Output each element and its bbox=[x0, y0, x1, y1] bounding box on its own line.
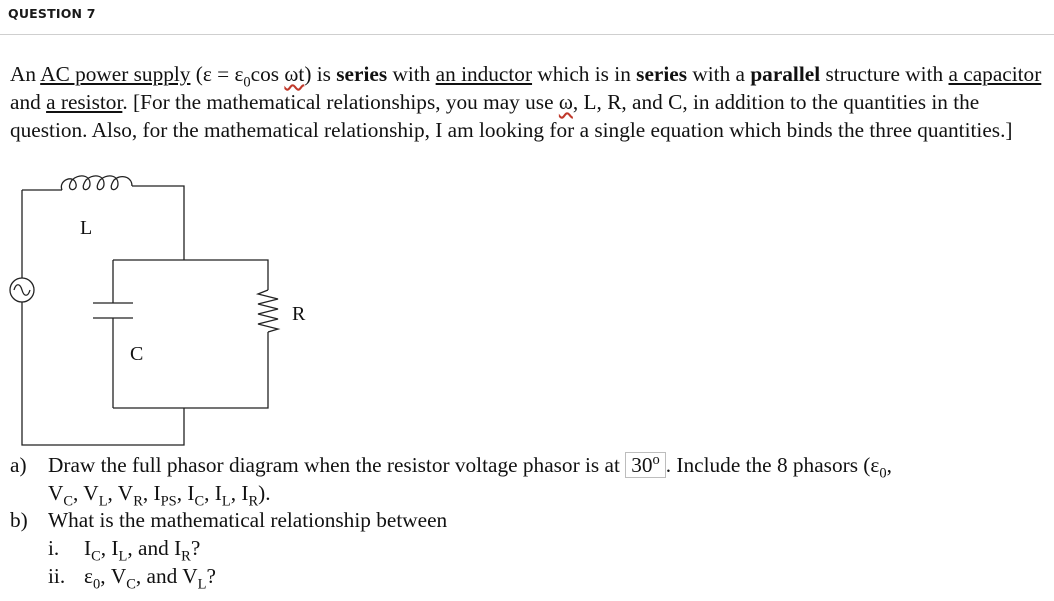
item-marker: i. bbox=[48, 536, 60, 560]
part-b-text: What is the mathematical relationship between bbox=[48, 508, 448, 532]
intro-inductor: an inductor bbox=[435, 62, 533, 86]
wire-parallel-top bbox=[113, 260, 268, 290]
part-b-item-ii bbox=[10, 562, 1046, 593]
item-text: ε bbox=[84, 564, 93, 588]
part-b-item-i bbox=[10, 534, 1046, 565]
resistor-label: R bbox=[292, 303, 306, 325]
intro-text: . [For the mathematical relationships, you may use bbox=[122, 90, 559, 114]
intro-text: ) is bbox=[304, 62, 337, 86]
item-subscript: C bbox=[126, 576, 136, 593]
part-a-text: . Include the 8 phasors (ε bbox=[665, 453, 880, 477]
capacitor-label: C bbox=[130, 343, 144, 365]
intro-ac-power-supply: AC power supply bbox=[40, 62, 191, 86]
circuit-diagram bbox=[0, 170, 330, 450]
phasor-text: , I bbox=[204, 481, 222, 505]
item-text: I bbox=[84, 536, 92, 560]
intro-bold-series: series bbox=[336, 62, 388, 86]
inductor-coil-icon bbox=[61, 176, 132, 190]
phasor-text: , I bbox=[176, 481, 195, 505]
intro-omega-t: ωt bbox=[284, 62, 305, 86]
phasor-subscript: C bbox=[63, 493, 74, 510]
phasor-text: V bbox=[48, 481, 64, 505]
intro-text: which is in bbox=[532, 62, 637, 86]
intro-omega: ω bbox=[558, 90, 573, 114]
ac-source-wave bbox=[14, 285, 30, 296]
intro-text: cos bbox=[250, 62, 285, 86]
degree-mark: o bbox=[652, 451, 660, 468]
phasor-subscript: L bbox=[98, 493, 108, 510]
part-b-marker: b) bbox=[10, 508, 28, 532]
item-marker: ii. bbox=[48, 564, 66, 588]
inductor-label: L bbox=[80, 217, 93, 239]
item-subscript: R bbox=[181, 548, 191, 565]
intro-text: and bbox=[10, 90, 47, 114]
item-text: ? bbox=[190, 536, 201, 560]
intro-subscript: 0 bbox=[243, 74, 251, 91]
intro-resistor: a resistor bbox=[46, 90, 123, 114]
intro-text: with bbox=[387, 62, 436, 86]
intro-capacitor: a capacitor bbox=[948, 62, 1042, 86]
part-b bbox=[10, 506, 1046, 534]
item-text: , and V bbox=[135, 564, 198, 588]
part-a bbox=[10, 451, 1046, 482]
part-a-marker: a) bbox=[10, 453, 27, 477]
wire-top-right bbox=[132, 186, 184, 260]
intro-text: with a bbox=[687, 62, 751, 86]
intro-text: , L, R, and C, in addition to the quantities in the question. Also, for the mathematical relationship, I am looking for a single equation which binds the three quantities.] bbox=[10, 90, 1013, 142]
phasor-text: , I bbox=[230, 481, 249, 505]
item-subscript: L bbox=[197, 576, 207, 593]
angle-value: 30 bbox=[631, 453, 653, 477]
part-a-line-2 bbox=[10, 479, 1046, 510]
phasor-subscript: L bbox=[221, 493, 231, 510]
item-subscript: C bbox=[91, 548, 101, 565]
item-text: , I bbox=[100, 536, 119, 560]
phasor-text: , V bbox=[107, 481, 134, 505]
item-text: ? bbox=[206, 564, 216, 588]
header-divider bbox=[0, 34, 1054, 35]
phasor-text: , I bbox=[142, 481, 161, 505]
item-subscript: L bbox=[118, 548, 128, 565]
phasor-text: , V bbox=[73, 481, 99, 505]
wire-left-lower bbox=[22, 302, 184, 445]
item-text: , and I bbox=[127, 536, 182, 560]
resistor-zigzag-icon bbox=[258, 290, 278, 332]
intro-text: structure with bbox=[820, 62, 949, 86]
phasor-subscript: C bbox=[194, 493, 205, 510]
item-text: , V bbox=[100, 564, 127, 588]
angle-box bbox=[625, 452, 666, 478]
part-a-text: Draw the full phasor diagram when the resistor voltage phasor is at bbox=[48, 453, 626, 477]
phasor-subscript: R bbox=[248, 493, 259, 510]
question-title: QUESTION 7 bbox=[8, 6, 96, 21]
question-intro bbox=[10, 60, 1046, 144]
part-a-subscript: 0 bbox=[879, 465, 887, 482]
intro-text: (ε = ε bbox=[190, 62, 244, 86]
intro-bold-parallel: parallel bbox=[750, 62, 821, 86]
phasor-subscript: R bbox=[133, 493, 143, 510]
intro-bold-series: series bbox=[636, 62, 688, 86]
phasor-subscript: PS bbox=[160, 493, 177, 510]
phasor-text: ). bbox=[258, 481, 271, 505]
part-a-text: , bbox=[886, 453, 892, 477]
intro-text: An bbox=[10, 62, 41, 86]
item-subscript: 0 bbox=[92, 576, 101, 593]
